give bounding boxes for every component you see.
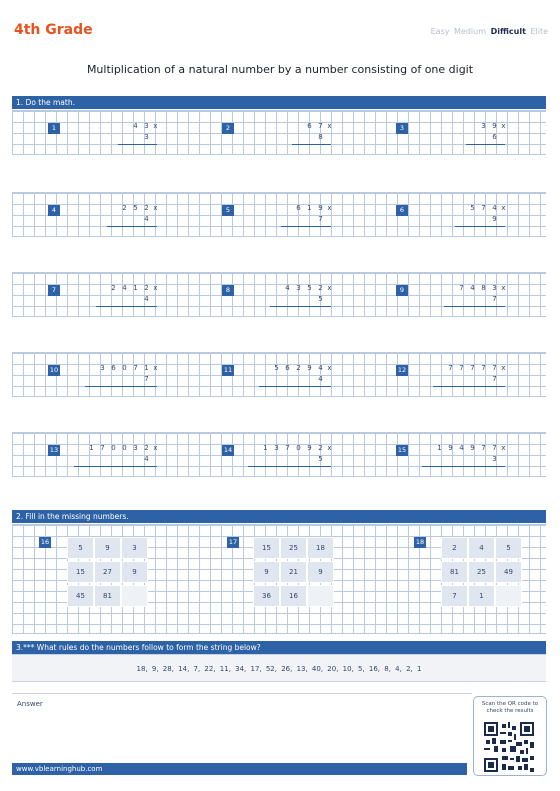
number-cell: 1	[468, 585, 495, 607]
multiplicand-digit: 0	[296, 444, 301, 452]
exercise-number: 2	[222, 123, 234, 134]
number-cell: 45	[67, 585, 94, 607]
multiplicand-digit: 6	[307, 122, 312, 130]
multiplicand-digit: 1	[144, 364, 149, 372]
section2-heading: 2. Fill in the missing numbers.	[12, 510, 546, 523]
multiplicand-digit: 4	[318, 364, 323, 372]
multiplicand-digit: 7	[459, 284, 464, 292]
missing-number-cell[interactable]	[495, 585, 522, 607]
multiply-sign: x	[501, 284, 506, 292]
multiplier-digit: 9	[492, 215, 497, 223]
exercise-number: 14	[223, 446, 233, 454]
number-cell: 9	[94, 537, 121, 559]
exercise-number: 12	[397, 366, 407, 374]
multiplicand-digit: 2	[144, 444, 149, 452]
multiplicand-digit: 5	[133, 204, 138, 212]
result-underline	[466, 144, 505, 145]
result-underline	[444, 306, 505, 307]
exercise-grid-row-1	[12, 110, 546, 155]
exercise-number: 6	[396, 205, 408, 216]
multiplicand-digit: 4	[133, 122, 138, 130]
multiplicand-digit: 7	[133, 364, 138, 372]
page-title: Multiplication of a natural number by a number consisting of one digit	[86, 63, 474, 76]
exercise-number: 10	[49, 366, 59, 374]
multiplier-digit: 7	[318, 215, 323, 223]
multiplicand-digit: 7	[481, 204, 486, 212]
multiplicand-digit: 7	[100, 444, 105, 452]
multiply-sign: x	[327, 284, 332, 292]
result-underline	[455, 226, 505, 227]
puzzle-number: 18	[415, 538, 425, 546]
multiplier-digit: 3	[144, 133, 149, 141]
multiply-sign: x	[501, 364, 506, 372]
multiplicand-digit: 9	[318, 204, 323, 212]
number-cell: 81	[441, 561, 468, 583]
multiplier-digit: 4	[318, 375, 323, 383]
multiply-sign: x	[153, 204, 158, 212]
multiplicand-digit: 7	[492, 444, 497, 452]
multiplicand-digit: 0	[122, 364, 127, 372]
multiplicand-digit: 5	[470, 204, 475, 212]
exercise-number: 8	[222, 285, 234, 296]
number-cell: 5	[495, 537, 522, 559]
multiply-sign: x	[327, 204, 332, 212]
multiplicand-digit: 9	[307, 444, 312, 452]
multiply-sign: x	[327, 122, 332, 130]
exercise-number: 9	[396, 285, 408, 296]
exercise-grid-row-2	[12, 192, 546, 237]
multiplicand-digit: 7	[448, 364, 453, 372]
multiplicand-digit: 9	[470, 444, 475, 452]
multiplicand-digit: 4	[122, 284, 127, 292]
number-cell: 9	[121, 561, 148, 583]
multiplicand-digit: 2	[296, 364, 301, 372]
multiplicand-digit: 7	[318, 122, 323, 130]
multiplicand-digit: 2	[111, 284, 116, 292]
multiplier-digit: 3	[492, 455, 497, 463]
result-underline	[292, 144, 331, 145]
exercise-number: 15	[397, 446, 407, 454]
exercise-number: 5	[222, 205, 234, 216]
multiplicand-digit: 1	[307, 204, 312, 212]
multiplicand-digit: 1	[89, 444, 94, 452]
multiply-sign: x	[501, 444, 506, 452]
multiplicand-digit: 4	[285, 284, 290, 292]
number-cell: 49	[495, 561, 522, 583]
number-cell: 2	[441, 537, 468, 559]
difficulty-levels	[429, 27, 548, 36]
multiplier-digit: 6	[492, 133, 497, 141]
answer-area[interactable]	[12, 693, 472, 759]
multiplicand-digit: 5	[307, 284, 312, 292]
exercise-number: 3	[396, 123, 408, 134]
multiplier-digit: 7	[492, 375, 497, 383]
result-underline	[85, 386, 157, 387]
multiplicand-digit: 7	[492, 364, 497, 372]
result-underline	[259, 386, 331, 387]
multiplier-digit: 5	[318, 295, 323, 303]
exercise-grid-row-5	[12, 432, 546, 477]
multiplier-digit: 8	[318, 133, 323, 141]
puzzle-number: 16	[40, 538, 50, 546]
multiply-sign: x	[153, 122, 158, 130]
number-cell: 9	[307, 561, 334, 583]
exercise-number: 11	[223, 366, 233, 374]
multiplicand-digit: 7	[481, 364, 486, 372]
multiplicand-digit: 1	[263, 444, 268, 452]
number-cell: 25	[468, 561, 495, 583]
multiplicand-digit: 3	[100, 364, 105, 372]
number-cell: 81	[94, 585, 121, 607]
missing-number-cell[interactable]	[121, 585, 148, 607]
multiplicand-digit: 2	[318, 444, 323, 452]
multiplicand-digit: 2	[144, 284, 149, 292]
level-elite[interactable]: Elite	[530, 27, 548, 36]
multiplicand-digit: 3	[274, 444, 279, 452]
qr-caption: Scan the QR code to check the results	[481, 701, 539, 714]
multiplier-digit: 7	[492, 295, 497, 303]
result-underline	[248, 466, 331, 467]
answer-label: Answer	[17, 700, 43, 708]
number-cell: 5	[67, 537, 94, 559]
multiplicand-digit: 3	[133, 444, 138, 452]
result-underline	[74, 466, 157, 467]
multiplicand-digit: 4	[459, 444, 464, 452]
multiplicand-digit: 0	[122, 444, 127, 452]
number-cell: 15	[253, 537, 280, 559]
exercise-grid-row-4	[12, 352, 546, 397]
number-sequence: 18, 9, 28, 14, 7, 22, 11, 34, 17, 52, 26, 13, 40, 20, 10, 5, 16, 8, 4, 2, 1	[12, 654, 546, 682]
exercise-number: 13	[49, 446, 59, 454]
missing-number-cell[interactable]	[307, 585, 334, 607]
multiplicand-digit: 0	[111, 444, 116, 452]
level-difficult[interactable]: Difficult	[490, 27, 526, 36]
multiplicand-digit: 1	[133, 284, 138, 292]
number-cell: 18	[307, 537, 334, 559]
qr-code-icon[interactable]	[484, 722, 534, 772]
multiplicand-digit: 8	[481, 284, 486, 292]
result-underline	[270, 306, 331, 307]
multiply-sign: x	[153, 444, 158, 452]
multiplicand-digit: 9	[448, 444, 453, 452]
multiplicand-digit: 2	[144, 204, 149, 212]
multiplicand-digit: 9	[492, 122, 497, 130]
section1-heading: 1. Do the math.	[12, 96, 546, 109]
section3-heading: 3.*** What rules do the numbers follow to form the string below?	[12, 641, 546, 654]
level-easy[interactable]: Easy	[430, 27, 450, 36]
multiplicand-digit: 9	[307, 364, 312, 372]
number-cell: 3	[121, 537, 148, 559]
exercise-grid-row-3	[12, 272, 546, 317]
multiplicand-digit: 6	[111, 364, 116, 372]
result-underline	[433, 386, 505, 387]
multiplicand-digit: 1	[437, 444, 442, 452]
multiplicand-digit: 7	[481, 444, 486, 452]
multiply-sign: x	[153, 284, 158, 292]
result-underline	[107, 226, 157, 227]
exercise-number: 4	[48, 205, 60, 216]
multiply-sign: x	[501, 204, 506, 212]
multiplicand-digit: 3	[481, 122, 486, 130]
result-underline	[422, 466, 505, 467]
puzzle-number: 17	[228, 538, 238, 546]
number-cell: 7	[441, 585, 468, 607]
multiplier-digit: 4	[144, 215, 149, 223]
multiplier-digit: 5	[318, 455, 323, 463]
number-cell: 15	[67, 561, 94, 583]
exercise-number: 1	[48, 123, 60, 134]
number-cell: 9	[253, 561, 280, 583]
multiplier-digit: 4	[144, 455, 149, 463]
multiplier-digit: 7	[144, 375, 149, 383]
number-cell: 21	[280, 561, 307, 583]
level-medium[interactable]: Medium	[454, 27, 487, 36]
multiplicand-digit: 3	[144, 122, 149, 130]
result-underline	[118, 144, 157, 145]
multiplicand-digit: 5	[274, 364, 279, 372]
multiplier-digit: 4	[144, 295, 149, 303]
number-cell: 25	[280, 537, 307, 559]
multiplicand-digit: 2	[122, 204, 127, 212]
multiplicand-digit: 4	[492, 204, 497, 212]
multiplicand-digit: 4	[470, 284, 475, 292]
number-cell: 27	[94, 561, 121, 583]
multiplicand-digit: 7	[470, 364, 475, 372]
multiplicand-digit: 7	[459, 364, 464, 372]
multiplicand-digit: 2	[318, 284, 323, 292]
multiply-sign: x	[501, 122, 506, 130]
multiply-sign: x	[327, 444, 332, 452]
multiplicand-digit: 6	[296, 204, 301, 212]
multiplicand-digit: 6	[285, 364, 290, 372]
exercise-number: 7	[48, 285, 60, 296]
number-cell: 4	[468, 537, 495, 559]
multiply-sign: x	[327, 364, 332, 372]
grade-label: 4th Grade	[14, 22, 93, 38]
result-underline	[96, 306, 157, 307]
multiply-sign: x	[153, 364, 158, 372]
multiplicand-digit: 3	[492, 284, 497, 292]
multiplicand-digit: 7	[285, 444, 290, 452]
number-cell: 36	[253, 585, 280, 607]
number-cell: 16	[280, 585, 307, 607]
result-underline	[281, 226, 331, 227]
website-url[interactable]: www.vblearninghub.com	[12, 763, 467, 775]
multiplicand-digit: 3	[296, 284, 301, 292]
